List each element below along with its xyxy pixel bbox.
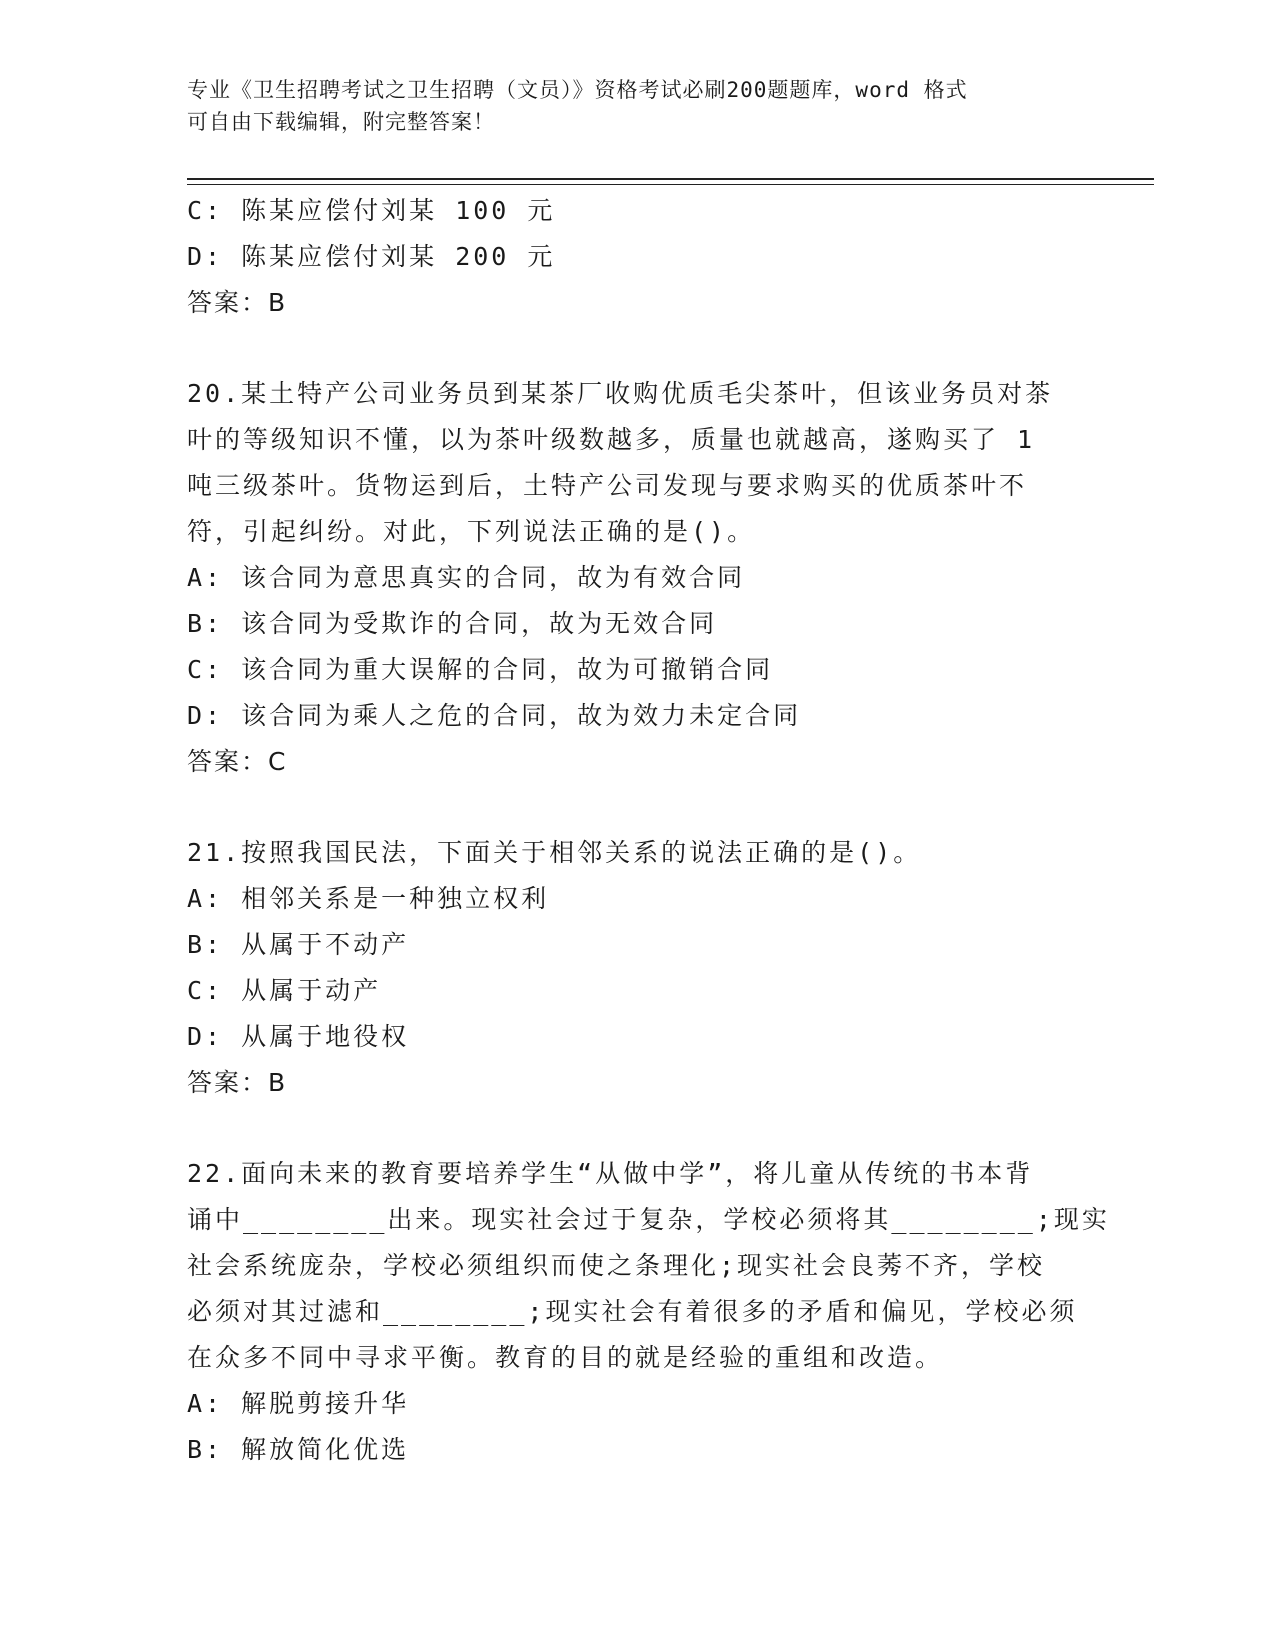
option-b: B: 该合同为受欺诈的合同，故为无效合同 (187, 609, 718, 638)
answer-line: 答案：C (187, 747, 288, 776)
question-22 (187, 1151, 1110, 1473)
question-text-line: 吨三级茶叶。货物运到后，土特产公司发现与要求购买的优质茶叶不 (187, 471, 1028, 500)
option-c: C: 从属于动产 (187, 976, 382, 1005)
option-d: D: 陈某应偿付刘某 200 元 (187, 242, 556, 271)
option-d: D: 该合同为乘人之危的合同，故为效力未定合同 (187, 701, 802, 730)
option-d: D: 从属于地役权 (187, 1022, 410, 1051)
spacer (187, 326, 1087, 371)
option-c: C: 陈某应偿付刘某 100 元 (187, 196, 556, 225)
document-body (187, 188, 1110, 1473)
question-text-line: 符，引起纠纷。对此，下列说法正确的是()。 (187, 517, 756, 546)
header-divider-thin (187, 184, 1154, 185)
header-line: 可自由下载编辑，附完整答案！ (187, 110, 495, 134)
header-line: 专业《卫生招聘考试之卫生招聘（文员）》资格考试必刷200题题库，word 格式 (187, 78, 968, 102)
question-text-line: 在众多不同中寻求平衡。教育的目的就是经验的重组和改造。 (187, 1343, 944, 1372)
question-text-line: 社会系统庞杂，学校必须组织而使之条理化;现实社会良莠不齐，学校 (187, 1251, 1046, 1280)
option-a: A: 该合同为意思真实的合同，故为有效合同 (187, 563, 746, 592)
header-divider-thick (187, 178, 1154, 180)
document-header (187, 74, 1087, 138)
option-b: B: 解放简化优选 (187, 1435, 410, 1464)
question-text-line: 20.某土特产公司业务员到某茶厂收购优质毛尖茶叶，但该业务员对茶 (187, 379, 1054, 408)
question-text-line: 21.按照我国民法，下面关于相邻关系的说法正确的是()。 (187, 838, 922, 867)
option-c: C: 该合同为重大误解的合同，故为可撤销合同 (187, 655, 774, 684)
answer-line: 答案：B (187, 288, 288, 317)
question-text-line: 22.面向未来的教育要培养学生“从做中学”，将儿童从传统的书本背 (187, 1159, 1034, 1188)
question-text-line: 必须对其过滤和________;现实社会有着很多的矛盾和偏见，学校必须 (187, 1297, 1078, 1326)
spacer (187, 785, 1087, 830)
question-text-line: 叶的等级知识不懂，以为茶叶级数越多，质量也就越高，遂购买了 1 (187, 425, 1036, 454)
option-a: A: 解脱剪接升华 (187, 1389, 410, 1418)
question-20 (187, 371, 1087, 785)
question-21 (187, 830, 1087, 1106)
option-a: A: 相邻关系是一种独立权利 (187, 884, 550, 913)
question-text-line: 诵中________出来。现实社会过于复杂，学校必须将其________;现实 (187, 1205, 1110, 1234)
spacer (187, 1106, 1087, 1151)
answer-line: 答案：B (187, 1068, 288, 1097)
option-b: B: 从属于不动产 (187, 930, 410, 959)
previous-question-tail (187, 188, 1087, 326)
